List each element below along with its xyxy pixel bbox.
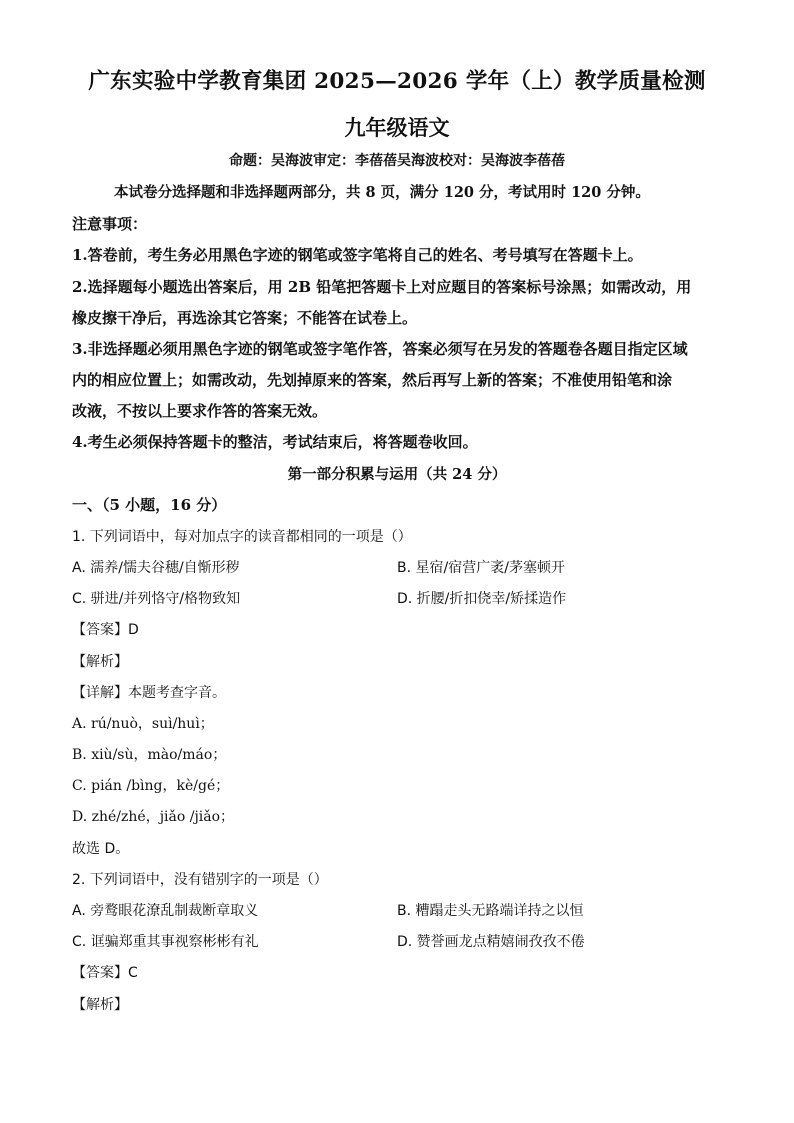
q1-line-b: B. xiù/sù，mào/máo；	[72, 747, 227, 763]
q2-analysis-tag: 【解析】	[72, 997, 128, 1013]
q1-answer: 【答案】D	[72, 622, 139, 638]
q1-option-c: C. 骈进/并列恪守/格物致知	[72, 591, 241, 607]
q1-line-c: C. pián /bìng，kè/gé；	[72, 778, 230, 794]
exam-title: 广东实验中学教育集团 2025—2026 学年（上）教学质量检测	[88, 69, 706, 94]
notice-line-6: 改液，不按以上要求作答的答案无效。	[72, 402, 328, 420]
q1-line-d: D. zhé/zhé，jiǎo /jiǎo；	[72, 809, 235, 825]
q2-answer: 【答案】C	[72, 965, 138, 981]
q1-option-d: D. 折腰/折扣侥幸/矫揉造作	[397, 591, 567, 607]
exam-credits: 命题：吴海波审定：李蓓蓓吴海波校对：吴海波李蓓蓓	[229, 153, 565, 169]
q1-line-a: A. rú/nuò，suì/huì；	[72, 716, 214, 732]
q2-option-c: C. 诓骗郑重其事视察彬彬有礼	[72, 934, 259, 950]
q1-detail: 【详解】本题考查字音。	[72, 685, 226, 701]
q2-stem: 2. 下列词语中，没有错别字的一项是（）	[72, 872, 328, 888]
notice-line-3: 橡皮擦干净后，再选涂其它答案；不能答在试卷上。	[72, 309, 418, 327]
q2-option-b: B. 糟蹋走头无路端详持之以恒	[397, 903, 584, 919]
q1-stem: 1. 下列词语中，每对加点字的读音都相同的一项是（）	[72, 529, 412, 545]
exam-intro: 本试卷分选择题和非选择题两部分，共 8 页，满分 120 分，考试用时 120 分钟。	[114, 184, 650, 201]
q2-option-a: A. 旁鹜眼花潦乱制裁断章取义	[72, 903, 259, 919]
notice-line-5: 内的相应位置上；如需改动，先划掉原来的答案，然后再写上新的答案；不准使用铅笔和涂	[72, 371, 673, 389]
q1-option-a: A. 濡养/懦夫谷穗/自惭形秽	[72, 560, 240, 576]
exam-subtitle: 九年级语文	[344, 115, 450, 140]
notice-line-2: 2.选择题每小题选出答案后，用 2B 铅笔把答题卡上对应题目的答案标号涂黑；如需改动，用	[72, 278, 692, 296]
notice-line-4: 3.非选择题必须用黑色字迹的钢笔或签字笔作答，答案必须写在另发的答题卷各题目指定区域	[72, 340, 688, 358]
notice-heading: 注意事项：	[72, 215, 148, 233]
notice-line-7: 4.考生必须保持答题卡的整洁，考试结束后，将答题卷收回。	[72, 433, 478, 451]
notice-line-1: 1.答卷前，考生务必用黑色字迹的钢笔或签字笔将自己的姓名、考号填写在答题卡上。	[72, 246, 643, 264]
q1-option-b: B. 星宿/宿营广袤/茅塞顿开	[397, 560, 565, 576]
q1-analysis-tag: 【解析】	[72, 654, 128, 670]
section-heading: 第一部分积累与运用（共 24 分）	[287, 466, 507, 483]
q2-option-d: D. 赞誉画龙点精嬉闹孜孜不倦	[397, 934, 585, 950]
q1-conclusion: 故选 D。	[72, 841, 130, 857]
part-heading: 一、（5 小题，16 分）	[72, 496, 227, 514]
